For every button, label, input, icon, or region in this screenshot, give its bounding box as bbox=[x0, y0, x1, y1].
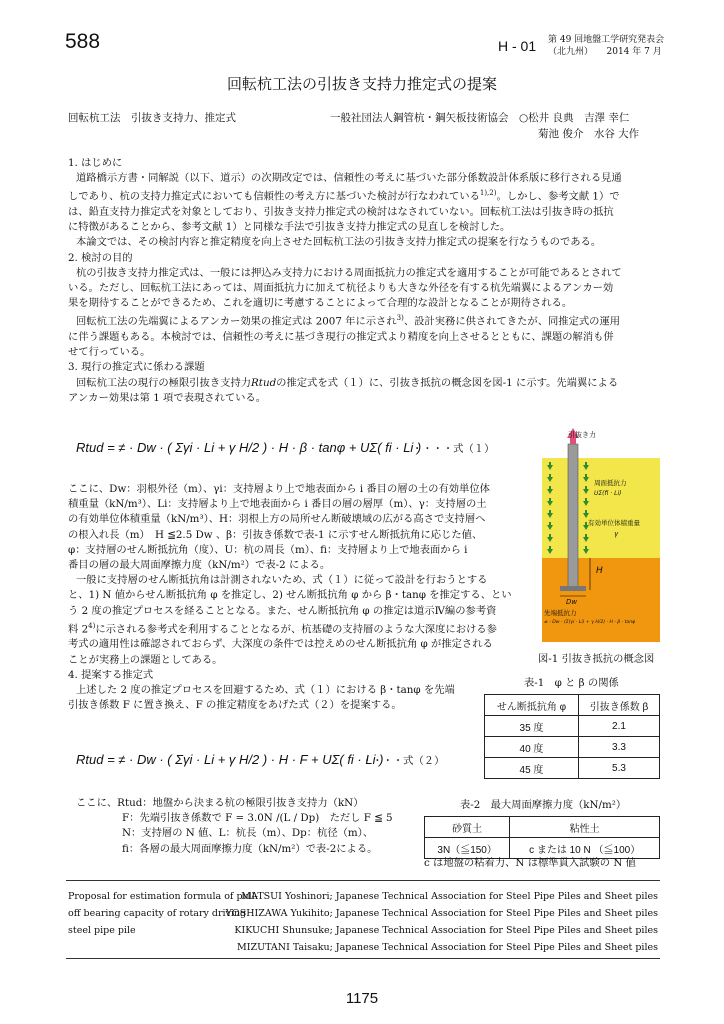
section-heading: 3. 現行の推定式に係わる課題 bbox=[68, 361, 205, 374]
table-2-note: c は地盤の粘着力、N は標準貫入試験の N 値 bbox=[424, 857, 636, 869]
section-heading: 1. はじめに bbox=[68, 157, 123, 169]
table-header: 引抜き係数 β bbox=[578, 695, 659, 716]
table-header: 砂質土 bbox=[425, 817, 510, 838]
definition-line: ここに、Rtud：地盤から決まる杭の極限引抜き支持力（kN） bbox=[76, 797, 364, 809]
paragraph-line: 料 2$^{4)}$に示される参考式を利用することとなるが、杭基礎の支持層のような大深度における参 bbox=[68, 621, 497, 636]
english-title: Proposal for estimation formula of pull- off bearing capacity of rotary driving steel pipe pile bbox=[68, 891, 258, 936]
footer-rule bbox=[66, 958, 660, 959]
section-heading: 2. 検討の目的 bbox=[68, 251, 133, 264]
paragraph-line: しであり、杭の支持力推定式においても信頼性の考え方に基づいた検討が行なわれている$^{1),2)}$。しかし、参考文献 1）で bbox=[68, 189, 620, 203]
upper-soil-layer bbox=[542, 458, 660, 558]
shaft-resistance-formula: UΣ(fi · Li) bbox=[594, 490, 622, 497]
table-row bbox=[485, 737, 660, 758]
paragraph-line: いる。ただし、回転杭工法にあっては、周面抵抗力に加えて杭径よりも大きな外径を有する杭先端翼によるアンカー効 bbox=[68, 282, 614, 295]
footer-rule bbox=[66, 880, 660, 881]
paragraph-line: 道路橋示方書・同解説（以下、道示）の次期改定では、信頼性の考えに基づいた部分係数設計体系版に移行される見通 bbox=[76, 172, 622, 185]
equation-2-definitions bbox=[76, 796, 436, 857]
paragraph-line: に特徴があることから、参考文献 1）と同様な手法で引抜き支持力推定式の見直しを検討した。 bbox=[68, 221, 511, 234]
shaft-resistance-label: 周面抵抗力 bbox=[594, 479, 627, 487]
authors-line2: 菊池 俊介 水谷 大作 bbox=[538, 128, 640, 140]
tip-resistance-label: 先端抵抗力 bbox=[544, 609, 577, 617]
paragraph-line: 杭の引抜き支持力推定式は、一般には押込み支持力における周面抵抗力の推定式を適用することが可能であるとされて bbox=[76, 266, 622, 279]
pile bbox=[568, 444, 578, 590]
paragraph-line: アンカー効果は第 1 項で表現されている。 bbox=[68, 391, 267, 404]
paragraph-line: は、鉛直支持力推定式を対象としており、引抜き支持力推定式の検討はなされていない。回転杭工法は引抜き時の抵抗 bbox=[68, 206, 614, 219]
paper-id: H - 01 bbox=[498, 38, 537, 54]
english-authors: MATSUI Yoshinori; Japanese Technical Association for Steel Pipe Piles and Sheet piles YOSHIZAWA Yukihito; Japanese Technical Association for Steel Pipe Piles and Sheet piles KIKUCHI Shunsuke; Japanese Technical Association for Steel Pipe Piles and Sheet piles MIZUTANI Taisaku; Japanese Technical Association for Steel Pipe Piles and Sheet piles bbox=[225, 891, 658, 953]
table-row bbox=[485, 758, 660, 779]
page-number: 588 bbox=[65, 30, 101, 53]
table-header: せん断抵抗角 φ bbox=[485, 695, 579, 716]
unit-weight-label: 有効単位体積重量 bbox=[588, 519, 640, 527]
paragraph-line: ことが実務上の課題としてある。 bbox=[68, 653, 223, 666]
definition-line: fi：各層の最大周面摩擦力度（kN/m²）で表-2による。 bbox=[122, 842, 378, 855]
gamma-label: γ bbox=[614, 530, 619, 538]
table-row bbox=[485, 716, 660, 737]
definition-line: の有効単位体積重量（kN/m³）、H：羽根上方の局所せん断破壊域の広がる高さで支持層へ bbox=[68, 513, 486, 526]
equation-2: Rtud = ≠ · Dw · ( Σγi · Li + γ H/2 ) · H · F + UΣ( fi · Li ) bbox=[76, 752, 384, 767]
paragraph-line: 果を期待することができるため、これを適切に考慮することによって合理的な設計となることが期待される。 bbox=[68, 297, 573, 310]
tip-resistance-formula: ≠ · Dw · (Σ(γi · Li) + γ H/2) · H · β · tanφ bbox=[544, 620, 636, 625]
definition-line: φ：支持層のせん断抵抗角（度）、U：杭の周長（m）、fi：支持層より上で地表面から i bbox=[68, 543, 468, 556]
equation-1-definitions bbox=[68, 482, 528, 713]
definition-line: 積重量（kN/m³）、Li：支持層より上で地表面から i 番目の層の層厚（m）、γ：支持層の土 bbox=[68, 498, 487, 511]
pull-force-label: 引抜き力 bbox=[568, 431, 596, 439]
paragraph-line: せて行っている。 bbox=[68, 346, 151, 359]
keywords: 回転杭工法 引抜き支持力、推定式 bbox=[68, 112, 236, 124]
paragraph-line: に伴う課題もある。本検討では、信頼性の考えに基づき現行の推定式より精度を向上させるとともに、課題の解消も併 bbox=[68, 331, 614, 344]
section-heading: 4. 提案する推定式 bbox=[68, 668, 154, 681]
table-cell: 3N（≦150） bbox=[425, 838, 510, 859]
definition-line: F：先端引抜き係数で F = 3.0N /(L / Dp) ただし F ≦ 5 bbox=[122, 812, 393, 825]
table-header: 粘性土 bbox=[510, 817, 660, 838]
table-1-caption: 表-1 φ と β の関係 bbox=[524, 677, 619, 689]
table-cell: 35 度 bbox=[485, 716, 579, 737]
table-cell: 45 度 bbox=[485, 758, 579, 779]
table-cell: 5.3 bbox=[578, 758, 659, 779]
paragraph-line: 回転杭工法の先端翼によるアンカー効果の推定式は 2007 年に示され$^{3)}$、設計実務に供されてきたが、同推定式の運用 bbox=[76, 314, 621, 328]
paragraph-line: と、1) N 値からせん断抵抗角 φ を推定し、2) せん断抵抗角 φ から β・tanφ を推定する、とい bbox=[68, 589, 512, 602]
paragraph-line: 考式の適用性は確認されておらず、大深度の条件では控えめのせん断抵抗角 φ が推定される bbox=[68, 638, 493, 651]
paper-title: 回転杭工法の引抜き支持力推定式の提案 bbox=[226, 75, 497, 93]
Dw-label: Dw bbox=[566, 598, 578, 606]
table-2 bbox=[424, 816, 660, 859]
table-cell: 3.3 bbox=[578, 737, 659, 758]
paragraph-line: う 2 度の推定プロセスを経ることとなる。また、せん断抵抗角 φ の推定は道示Ⅳ編の参考資 bbox=[68, 604, 497, 617]
table-cell: c または 10 N （≦100） bbox=[510, 838, 660, 859]
authors-line1: 一般社団法人鋼管杭・鋼矢板技術協会 ○松井 良典 吉澤 幸仁 bbox=[330, 112, 630, 124]
table-2-caption: 表-2 最大周面摩擦力度（kN/m²） bbox=[460, 799, 627, 811]
definition-line: 番目の層の最大周面摩擦力度（kN/m²）で表-2 による。 bbox=[68, 559, 331, 572]
equation-1-label: ・・・・式（１） bbox=[412, 443, 495, 455]
definition-line: ここに、Dw：羽根外径（m）、γi：支持層より上で地表面から i 番目の層の土の有効単位体 bbox=[68, 483, 490, 495]
figure-1 bbox=[536, 426, 666, 646]
table-cell: 2.1 bbox=[578, 716, 659, 737]
paragraph-line: 上述した 2 度の推定プロセスを回避するため、式（１）における β・tanφ を先端 bbox=[76, 684, 455, 697]
figure-1-caption: 図-1 引抜き抵抗の概念図 bbox=[538, 653, 655, 665]
conference-name: 第 49 回地盤工学研究発表会 bbox=[548, 35, 665, 45]
section-1 bbox=[68, 156, 660, 406]
definition-line: の根入れ長（m） H ≦2.5 Dw 、β：引抜き係数で表-1 に示すせん断抵抗角に応じた値、 bbox=[68, 528, 483, 541]
paragraph-line: 引抜き係数 F に置き換え、F の推定精度をあげた式（２）を提案する。 bbox=[68, 699, 402, 712]
paragraph-line: 本論文では、その検討内容と推定精度を向上させた回転杭工法の引抜き支持力推定式の提案を行なうものである。 bbox=[76, 236, 602, 249]
footer-page-number: 1175 bbox=[345, 990, 379, 1007]
table-cell: 40 度 bbox=[485, 737, 579, 758]
tip-wing bbox=[560, 586, 586, 591]
definition-line: N：支持層の N 値、L：杭長（m）、Dp：杭径（m）、 bbox=[122, 827, 374, 840]
H-label: H bbox=[596, 566, 603, 576]
equation-1: Rtud = ≠ · Dw · ( Σγi · Li + γ H/2 ) · H · β · tanφ + UΣ( fi · Li ) bbox=[76, 440, 422, 455]
paragraph-line: 一般に支持層のせん断抵抗角は計測されないため、式（１）に従って設計を行おうとする bbox=[76, 574, 488, 587]
table-1 bbox=[484, 694, 660, 779]
paragraph-line: 回転杭工法の現行の極限引抜き支持力Rtudの推定式を式（１）に、引抜き抵抗の概念図を図-1 に示す。先端翼による bbox=[76, 376, 619, 389]
conference-date: （北九州） 2014 年 7 月 bbox=[548, 47, 662, 57]
equation-2-label: ・・・・式（２） bbox=[362, 755, 445, 767]
